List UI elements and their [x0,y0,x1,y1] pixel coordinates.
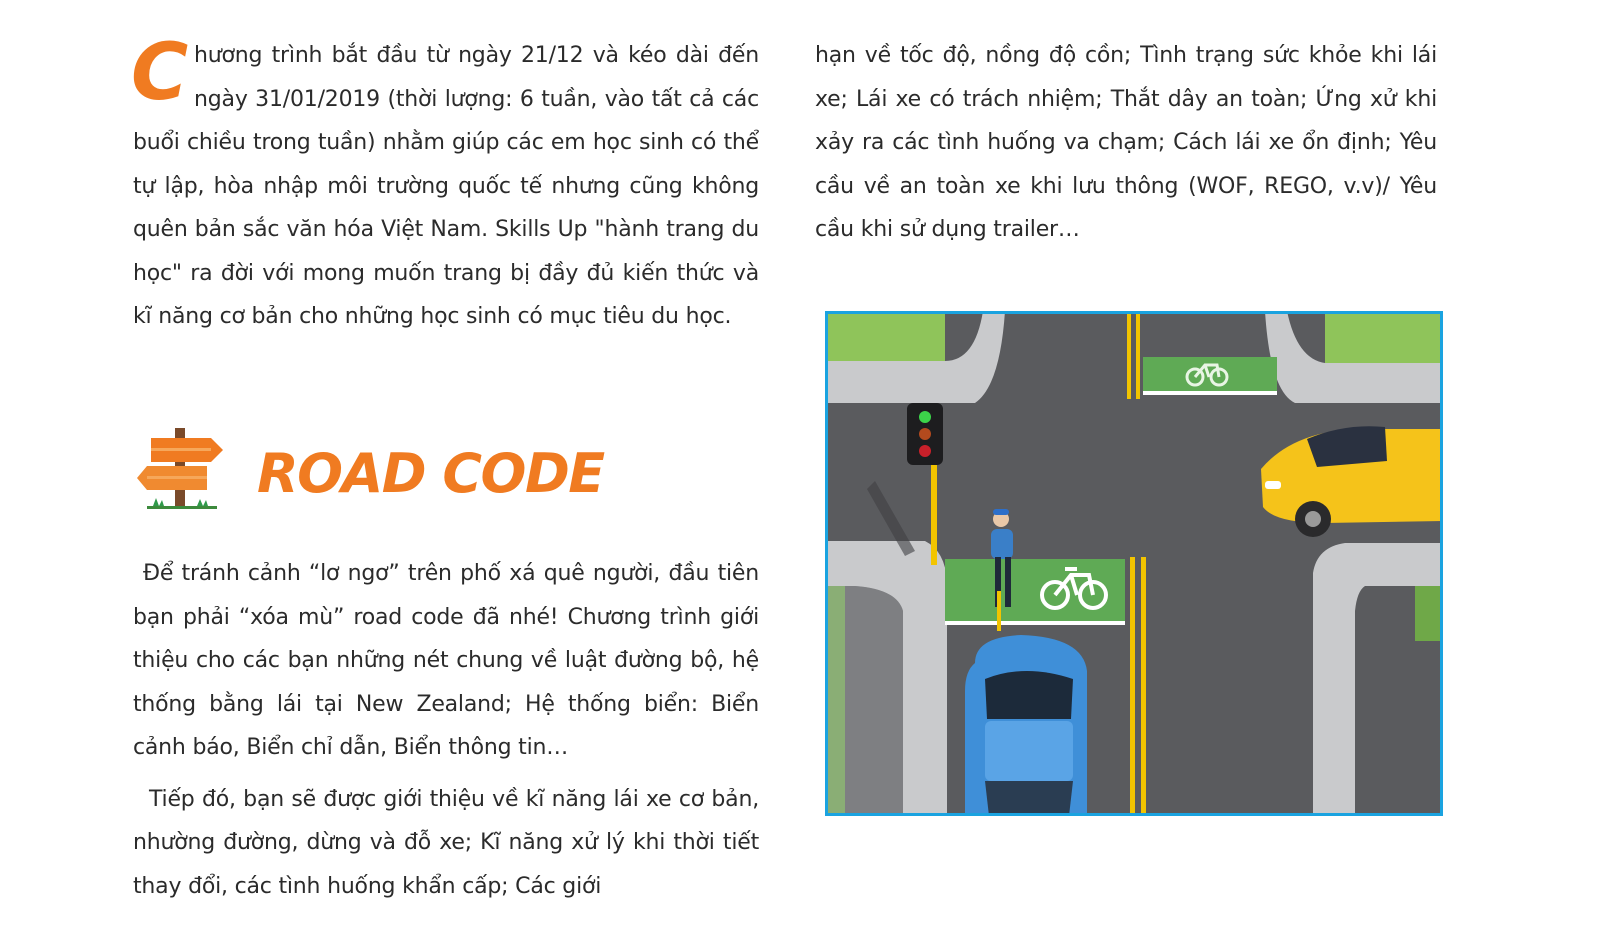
road-code-paragraph-2: Tiếp đó, bạn sẽ được giới thiệu về kĩ năng lái xe cơ bản, nhường đường, dừng và đỗ xe; Kĩ năng xử lý khi thời tiết thay đổi, các tình huống khẩn cấp; Các giới [133,786,759,899]
intro-text: hương trình bắt đầu từ ngày 21/12 và kéo dài đến ngày 31/01/2019 (thời lượng: 6 tuần, vào tất cả các buổi chiều trong tuần) nhằm giúp các em học sinh có thể tự lập, hòa nhập môi trường quốc tế nhưng cũng không quên bản sắc văn hóa Việt Nam. Skills Up "hành trang du học" ra đời với mong muốn trang bị đầy đủ kiến thức và kĩ năng cơ bản cho những học sinh có mục tiêu du học. [133,43,759,329]
section-title: ROAD CODE [257,442,604,505]
intro-column [131,28,759,339]
road-code-column [133,552,759,908]
intro-paragraph [131,28,759,339]
signpost-icon [137,428,229,514]
drop-cap: C [131,28,189,118]
continuation-paragraph: hạn về tốc độ, nồng độ cồn; Tình trạng sức khỏe khi lái xe; Lái xe có trách nhiệm; Thắt dây an toàn; Ứng xử khi xảy ra các tình huống va chạm; Cách lái xe ổn định; Yêu cầu về an toàn xe khi lưu thông (WOF, REGO, v.v)/ Yêu cầu khi sử dụng trailer… [815,43,1437,242]
road-code-paragraph-1: Để tránh cảnh “lơ ngơ” trên phố xá quê người, đầu tiên bạn phải “xóa mù” road code đã nhé! Chương trình giới thiệu cho các bạn những nét chung về luật đường bộ, hệ thống bằng lái tại New Zealand; Hệ thống biển: Biển cảnh báo, Biển chỉ dẫn, Biển thông tin… [133,561,759,760]
section-heading [137,428,697,518]
intersection-illustration [825,311,1443,816]
continuation-column [815,34,1437,252]
